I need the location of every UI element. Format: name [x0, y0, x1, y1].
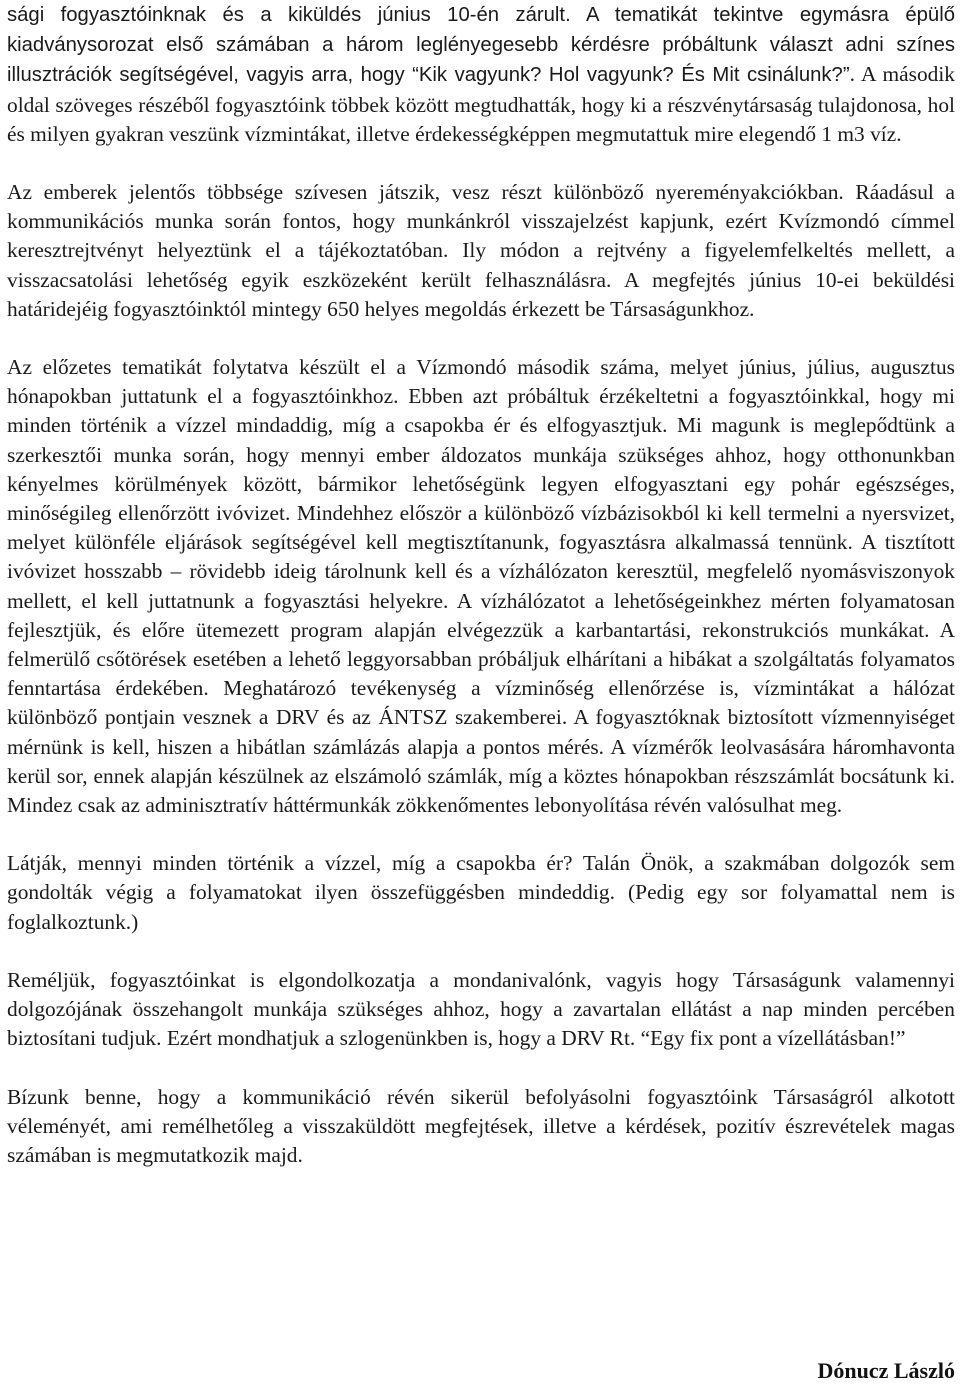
paragraph-gap [7, 1054, 955, 1083]
paragraph-1-lead: sági fogyasztóinknak és a kiküldés június 10-én zárult. A tematikát tekintve egymásra épülő kiadványsorozat első számában a három leglényegesebb kérdésre próbáltunk választ adni színes illusztrációk segítségével, vagyis arra, hogy “Kik vagyunk? Hol vagyunk? És Mit csinálunk?” [7, 4, 955, 87]
paragraph-3: Az előzetes tematikát folytatva készült el a Vízmondó második száma, melyet június, július, augusztus hónapokban juttatunk el a fogyasztóinkhoz. Ebben azt próbáltuk érzékeltetni a fogyasztóinkkal, hogy mi minden történik a vízzel mindaddig, míg a csapokba ér és elfogyasztjuk. Mi magunk is meglepődtünk a szerkesztői munka során, hogy mennyi ember áldozatos munkája szükséges ahhoz, hogy otthonunkban kényelmes körülmények között, bármikor lehetőségünk legyen elfogyasztani egy pohár egészséges, minőségileg ellenőrzött ivóvizet. Mindehhez először a különböző vízbázisokból ki kell termelni a nyersvizet, melyet különféle eljárások segítségével kell megtisztítanunk, fogyasztásra alkalmassá tennünk. A tisztított ivóvizet hosszabb – rövidebb ideig tárolnunk kell és a vízhálózaton keresztül, megfelelő nyomásviszonyok mellett, el kell juttatnunk a fogyasztási helyekre. A vízhálózatot a lehetőségeinkhez mérten folyamatosan fejlesztjük, és előre ütemezett program alapján elvégezzük a karbantartási, rekonstrukciós munkákat. A felmerülő csőtörések esetében a lehető leggyorsabban próbáljuk elhárítani a hibákat a szolgáltatás folyamatos fenntartása érdekében. Meghatározó tevékenység a vízminőség ellenőrzése is, vízmintákat a hálózat különböző pontjain vesznek a DRV és az ÁNTSZ szakemberei. A fogyasztóknak biztosított vízmennyiséget mérnünk is kell, hiszen a hibátlan számlázás alapja a pontos mérés. A vízmérők leolvasására háromhavonta kerül sor, ennek alapján készülnek az elszámoló számlák, míg a köztes hónapokban részszámlát bocsátunk ki. Mindez csak az adminisztratív háttérmunkák zökkenőmentes lebonyolítása révén valósulhat meg. [7, 355, 955, 818]
paragraph-6: Bízunk benne, hogy a kommunikáció révén sikerül befolyásolni fogyasztóink Társaságról alkotott véleményét, ami remélhetőleg a visszaküldött megfejtések, illetve a kérdések, pozitív észrevételek magas számában is megmutatkozik majd. [7, 1084, 955, 1167]
paragraph-1-rest: . A második oldal szöveges részéből fogyasztóink többek között megtudhatták, hogy ki a részvénytársaság tulajdonosa, hol és milyen gyakran veszünk vízmintákat, illetve érdekességképpen megmutattuk mire elegendő 1 m3 víz. [7, 62, 955, 146]
paragraph-gap [7, 149, 955, 178]
paragraph-1 [7, 0, 955, 149]
author-signature: Dónucz László [817, 1358, 955, 1383]
paragraph-5: Reméljük, fogyasztóinkat is elgondolkozatja a mondanivalónk, vagyis hogy Társaságunk valamennyi dolgozójának összehangolt munkája szükséges ahhoz, hogy a zavartalan ellátást a nap minden percében biztosítani tudjuk. Ezért mondhatjuk a szlogenünkben is, hogy a DRV Rt. “Egy fix pont a vízellátásban!” [7, 967, 955, 1051]
paragraph-gap [7, 937, 955, 966]
paragraph-4: Látják, mennyi minden történik a vízzel, míg a csapokba ér? Talán Önök, a szakmában dolgozók sem gondolták végig a folyamatokat ilyen összefüggésben mindeddig. (Pedig egy sor folyamattal nem is foglalkoztunk.) [7, 851, 955, 934]
paragraph-gap [7, 820, 955, 849]
article-body [7, 0, 955, 1170]
paragraph-2: Az emberek jelentős többsége szívesen játszik, vesz részt különböző nyereményakciókban. Ráadásul a kommunikációs munka során fontos, hogy munkánkról visszajelzést kapjunk, ezért Kvízmondó címmel keresztrejtvényt helyeztünk el a tájékoztatóban. Ily módon a rejtvény a figyelemfelkeltés mellett, a visszacsatolási lehetőség egyik eszközeként került felhasználásra. A megfejtés június 10-ei beküldési határidejéig fogyasztóinktól mintegy 650 helyes megoldás érkezett be Társaságunkhoz. [7, 180, 955, 321]
paragraph-gap [7, 324, 955, 353]
